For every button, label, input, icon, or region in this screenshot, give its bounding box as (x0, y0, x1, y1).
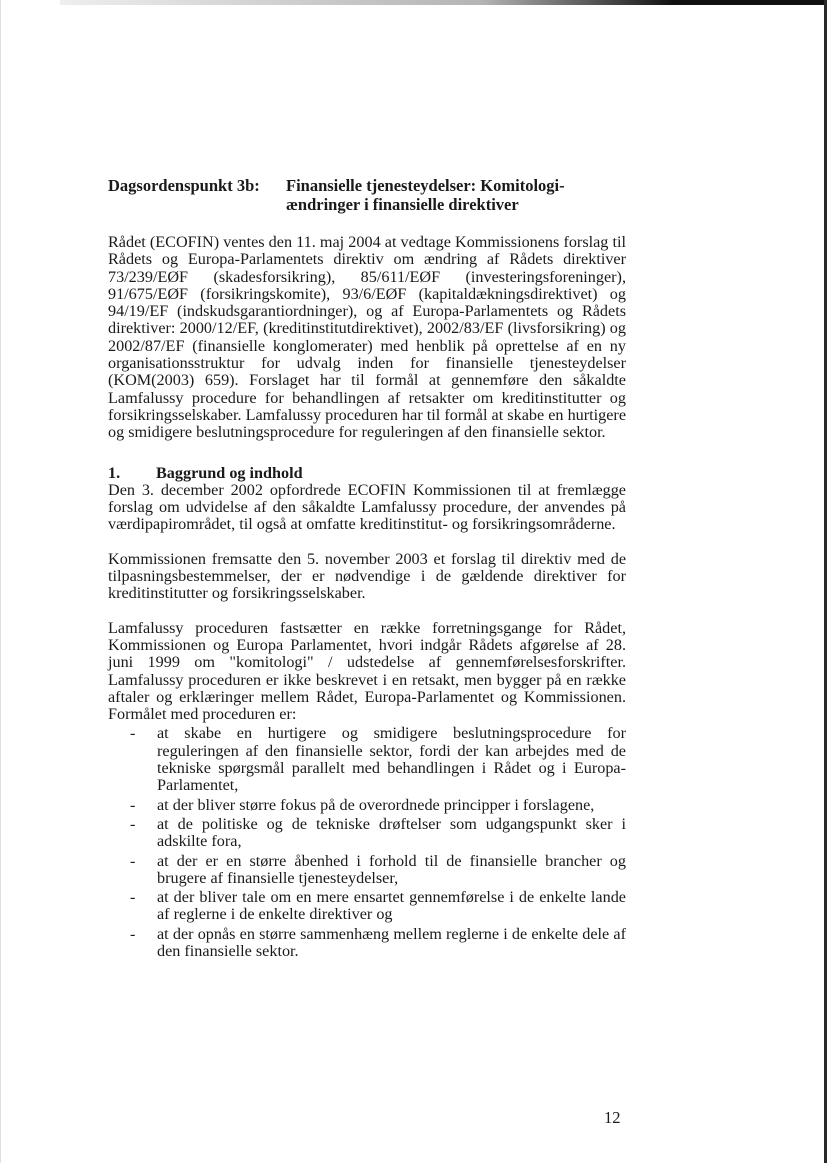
paragraph-proposal: Kommissionen fremsatte den 5. november 2003 et forslag til direktiv med de tilpasningsbestemmelser, der er nødvendige i de gældende direktiver for kreditinstitutter og forsikringsselskaber. (108, 549, 626, 603)
paragraph-background: Den 3. december 2002 opfordrede ECOFIN Kommissionen til at fremlægge forslag om udvidelse af den såkaldte Lamfalussy procedure, der anvendes på værdipapirområdet, til også at omfatte kreditinstitut- og forsikringsområderne. (108, 480, 626, 534)
scan-top-edge (60, 0, 827, 5)
bullet-dash: - (130, 888, 136, 907)
list-item-text: at der bliver større fokus på de overordnede principper i forslagene, (157, 795, 595, 814)
agenda-item-header (108, 176, 626, 214)
section-number: 1. (108, 463, 121, 482)
list-item (108, 725, 626, 794)
list-item-text: at der opnås en større sammenhæng mellem reglerne i de enkelte dele af den finansielle sektor. (157, 924, 626, 960)
list-item-text: at skabe en hurtigere og smidigere beslutningsprocedure for reguleringen af den finansielle sektor, fordi der kan arbejdes med de tekniske spørgsmål parallelt med behandlingen i Rådet og i Europa-Parlamentet, (157, 724, 626, 795)
bullet-dash: - (130, 851, 136, 870)
section-title: Baggrund og indhold (156, 463, 303, 482)
bullet-dash: - (130, 814, 136, 833)
paragraph-procedure: Lamfalussy proceduren fastsætter en række forretningsgange for Rådet, Kommissionen og Europa Parlamentet, hvori indgår Rådets afgørelse af 28. juni 1999 om "komitologi" / udstedelse af gennemførelsesforskrifter. Lamfalussy proceduren er ikke beskrevet i en retsakt, men bygger på en række aftaler og erklæringer mellem Rådet, Europa-Parlamentet og Kommissionen. Formålet med proceduren er: (108, 618, 626, 724)
list-item (108, 797, 626, 814)
list-item (108, 816, 626, 851)
section-heading (108, 465, 626, 482)
list-item (108, 853, 626, 888)
list-item-text: at der bliver tale om en mere ensartet gennemførelse i de enkelte lande af reglerne i de enkelte direktiver og (157, 888, 626, 924)
list-item-text: at der er en større åbenhed i forhold til de finansielle brancher og brugere af finansielle tjenesteydelser, (157, 851, 626, 887)
list-item (108, 889, 626, 924)
agenda-label: Dagsordenspunkt 3b: (108, 176, 260, 195)
list-item-text: at de politiske og de tekniske drøftelser som udgangspunkt sker i adskilte fora, (157, 814, 626, 851)
page-number: 12 (604, 1108, 621, 1127)
list-item (108, 926, 626, 961)
bullet-dash: - (130, 924, 136, 943)
bullet-dash: - (130, 724, 136, 743)
bullet-dash: - (130, 795, 136, 814)
intro-paragraph: Rådet (ECOFIN) ventes den 11. maj 2004 at vedtage Kommissionens forslag til Rådets og Europa-Parlamentets direktiv om ændring af Rådets direktiver 73/239/EØF (skadesforsikring), 85/611/EØF (investeringsforeninger), 91/675/EØF (forsikringskomite), 93/6/EØF (kapitaldækningsdirektivet) og 94/19/EF (indskudsgarantiordninger), og af Europa-Parlamentets og Rådets direktiver: 2000/12/EF, (kreditinstitutdirektivet), 2002/83/EF (livsforsikring) og 2002/87/EF (finansielle konglomerater) med henblik på oprettelse af en ny organisationsstruktur for udvalg inden for finansielle tjenesteydelser (KOM(2003) 659). Forslaget har til formål at gennemføre den såkaldte Lamfalussy procedure for behandlingen af retsakter om kreditinstitutter og forsikringsselskaber. Lamfalussy proceduren har til formål at skabe en hurtigere og smidigere beslutningsprocedure for reguleringen af den finansielle sektor. (108, 233, 626, 442)
scan-left-edge (0, 0, 1, 1163)
purpose-list (108, 725, 626, 960)
document-page (108, 176, 626, 960)
agenda-title: Finansielle tjenesteydelser: Komitologi-ændringer i finansielle direktiver (286, 176, 565, 214)
